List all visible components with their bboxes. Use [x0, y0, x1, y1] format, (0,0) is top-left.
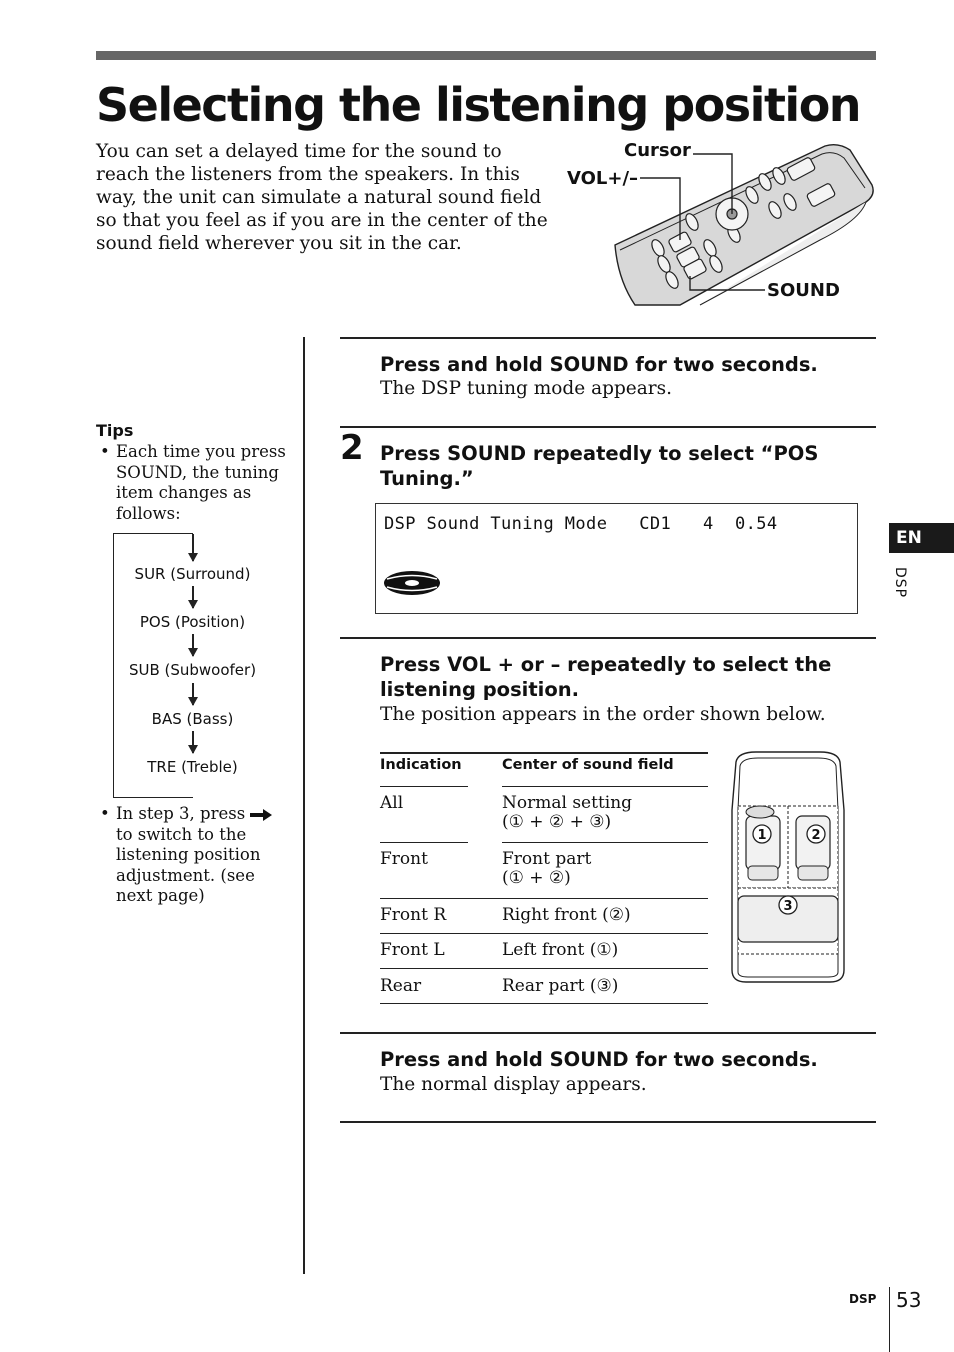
step-1-heading: Press and hold SOUND for two seconds.: [380, 353, 818, 376]
vol-label: VOL+/–: [567, 168, 639, 189]
step-4-heading: Press and hold SOUND for two seconds.: [380, 1048, 818, 1071]
car-top-view-icon: [726, 750, 850, 986]
step-2-number: 2: [340, 428, 364, 468]
intro-paragraph: You can set a delayed time for the sound to reach the listeners from the speakers. In this way, the unit can simulate a natural sound field so that you feel as if you are in the center of the sound field wherever you sit in the car.: [96, 141, 548, 254]
lcd-display: [375, 503, 858, 614]
tip-bullet: •: [100, 804, 110, 823]
step-divider: [340, 337, 876, 339]
tip-bullet: •: [100, 442, 110, 461]
cycle-item: SUB (Subwoofer): [115, 661, 270, 679]
page-number: 53: [896, 1288, 922, 1312]
table-header-center: Center of sound field: [502, 757, 674, 773]
seat-1-label: 1: [757, 828, 767, 843]
tip-1-text: Each time you press SOUND, the tuning item changes as follows:: [116, 442, 286, 523]
cursor-label: Cursor: [624, 140, 691, 161]
step-3-body: The position appears in the order shown below.: [380, 704, 826, 725]
table-top-rule: [380, 752, 708, 754]
remote-illustration: [560, 140, 880, 310]
language-tab: EN: [889, 523, 954, 553]
tip-1: [100, 442, 290, 524]
cycle-item: POS (Position): [115, 613, 270, 631]
tip-2: [100, 804, 290, 907]
step-divider: [340, 637, 876, 639]
sound-label: SOUND: [767, 280, 840, 301]
lcd-text: DSP Sound Tuning Mode CD1 4 0.54: [384, 514, 778, 534]
step-4-body: The normal display appears.: [380, 1074, 647, 1095]
step-1-body: The DSP tuning mode appears.: [380, 378, 672, 399]
footer-section: DSP: [849, 1292, 877, 1306]
seat-3-label: 3: [783, 899, 793, 914]
table-header-indication: Indication: [380, 757, 462, 773]
footer-divider: [889, 1287, 890, 1352]
section-tab: DSP: [892, 567, 908, 599]
tips-title: Tips: [96, 421, 134, 440]
tip-2-text: In step 3, press to switch to the listening position adjustment. (see next page): [100, 804, 290, 907]
step-2-heading: Press SOUND repeatedly to select “POS Tuning.”: [380, 442, 819, 490]
right-arrow-icon: [250, 809, 272, 821]
column-divider: [303, 337, 305, 1274]
step-divider: [340, 426, 876, 428]
cycle-item: TRE (Treble): [115, 758, 270, 776]
seat-2-label: 2: [811, 828, 821, 843]
step-divider: [340, 1032, 876, 1034]
disc-icon: [383, 570, 441, 596]
cycle-item: BAS (Bass): [115, 710, 270, 728]
cycle-item: SUR (Surround): [115, 565, 270, 583]
step-3-heading: Press VOL + or – repeatedly to select the listening position.: [380, 653, 832, 701]
step-divider: [340, 1121, 876, 1123]
top-rule: [96, 51, 876, 60]
car-seat-diagram: [726, 750, 850, 986]
page-title: Selecting the listening position: [96, 78, 861, 132]
